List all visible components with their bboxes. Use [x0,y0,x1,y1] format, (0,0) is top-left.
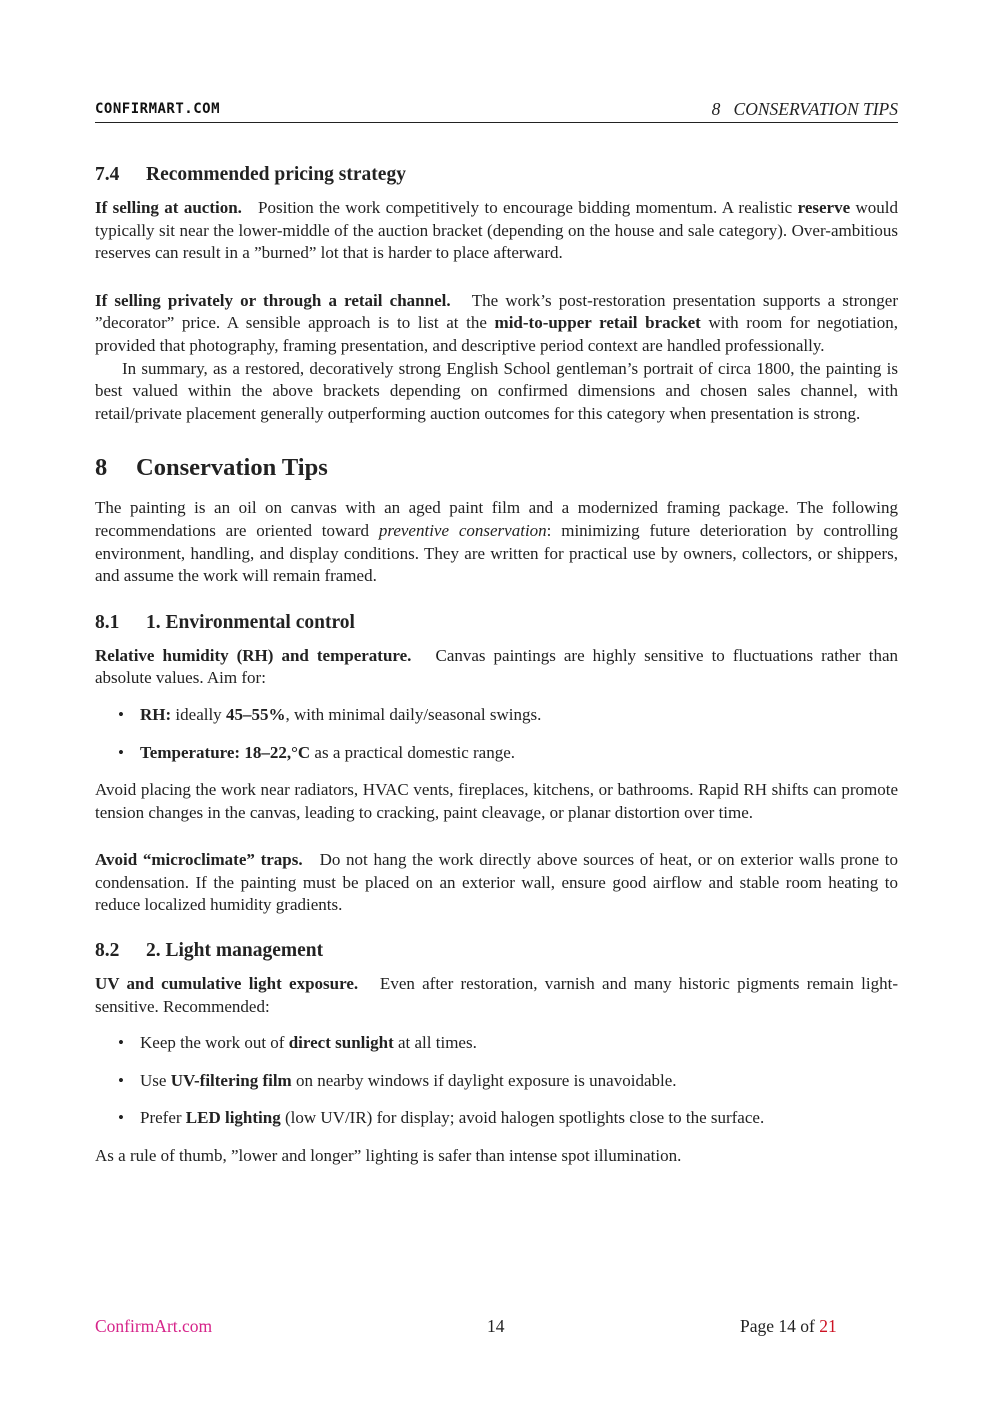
italic-text: preventive conservation [378,520,547,540]
main-content [95,163,898,1168]
section-title: Recommended pricing strategy [146,164,406,185]
bold-text: reserve [797,198,851,217]
section-8-heading [95,453,898,483]
bullet-icon: • [118,1108,124,1128]
running-header [95,100,898,123]
site-logo: CONFIRMART.COM [95,101,221,117]
environment-list [95,704,898,764]
bullet-icon: • [118,704,124,724]
footer-page-of [740,1316,837,1337]
list-item [95,1032,898,1055]
text: would typically sit near the lower-middle of the auction bracket (depending on the house and sale category). Over-ambitious reserves can result in a ”burned” lot that is harder to place afterward. [95,198,899,263]
paragraph-microclimate [95,849,898,917]
section-title: 1. Environmental control [146,611,355,633]
bold-text: direct sunlight [288,1033,394,1053]
list-item [95,1070,898,1093]
running-section-title: 8 CONSERVATION TIPS [711,99,898,119]
text: with room for negotiation, provided that photography, framing presentation, and descriptive period context are handled professionally. [95,313,898,355]
section-number: 8.2 [95,940,120,962]
paragraph-lead: Avoid “microclimate” traps. [95,850,303,870]
text: Position the work competitively to encourage bidding momentum. A realistic [252,198,798,217]
text: , with minimal daily/seasonal swings. [285,704,542,724]
paragraph-auction [95,197,898,265]
section-8-2-heading [95,939,898,963]
text: Even after restoration, varnish and many historic pigments remain light-sensitive. Recommended: [95,974,899,1016]
page-of-label: Page 14 of [740,1316,820,1336]
paragraph-uv-light [95,973,898,1018]
paragraph-humidity [95,645,898,690]
text: Keep the work out of [140,1033,289,1053]
text: at all times. [393,1033,477,1053]
paragraph-avoid-placement: Avoid placing the work near radiators, HVAC vents, fireplaces, kitchens, or bathrooms. Rapid RH shifts can promote tension changes in the canvas, leading to cracking, paint cleavage, or planar distortion over time. [95,780,898,822]
text: (low UV/IR) for display; avoid halogen spotlights close to the surface. [280,1108,765,1128]
bullet-icon: • [118,742,124,762]
total-pages-link[interactable]: 21 [819,1316,837,1336]
text: : minimizing future deterioration by controlling environment, handling, and display conditions. They are written for practical use by owners, collectors, or shippers, and assume the work will remain framed. [95,520,898,586]
bold-text: 45–55% [225,704,286,724]
list-item [95,704,898,727]
section-7-4-heading [95,163,898,187]
paragraph-lead: If selling at auction. [95,198,242,217]
paragraph-conservation-intro [95,497,898,587]
bold-text: RH: [140,704,172,724]
paragraph-lead: UV and cumulative light exposure. [95,974,359,994]
text: The work’s post-restoration presentation supports a stronger ”decorator” price. A sensible approach is to list at the [95,290,898,333]
bold-text: UV-filtering film [170,1070,292,1090]
bold-text: mid-to-upper retail bracket [494,313,701,333]
text: as a practical domestic range. [310,742,516,762]
paragraph-summary: In summary, as a restored, decoratively strong English School gentleman’s portrait of circa 1800, the painting is best valued within the above brackets depending on confirmed dimensions and chosen sales channel, with retail/private placement generally outperforming auction outcomes for this category when presentation is strong. [95,358,898,423]
section-number: 8.1 [95,611,120,633]
text: Use [140,1070,171,1090]
section-title: Conservation Tips [136,454,328,482]
bold-text: Temperature: 18–22,°C [140,742,311,762]
light-list [95,1032,898,1130]
text: Do not hang the work directly above sources of heat, or on exterior walls prone to condensation. If the painting must be placed on an exterior wall, ensure good airflow and stable room heating to reduce localized humidity gradients. [95,850,898,915]
list-item [95,1107,898,1130]
footer-site-link[interactable]: ConfirmArt.com [95,1316,213,1336]
text: on nearby windows if daylight exposure is unavoidable. [291,1070,677,1090]
bullet-icon: • [118,1033,124,1053]
section-number: 7.4 [95,164,120,185]
footer-page-number: 14 [487,1316,505,1336]
text: ideally [171,704,226,724]
list-item [95,742,898,765]
paragraph-rule-of-thumb: As a rule of thumb, ”lower and longer” lighting is safer than intense spot illumination. [95,1146,682,1166]
text: Prefer [140,1108,186,1128]
text: The painting is an oil on canvas with an aged paint film and a modernized framing package. The following recommendations are oriented toward [95,498,898,540]
page-footer [0,1316,993,1340]
bold-text: LED lighting [185,1108,281,1128]
paragraph-lead: Relative humidity (RH) and temperature. [95,645,412,665]
section-number: 8 [95,454,108,482]
text: Canvas paintings are highly sensitive to fluctuations rather than absolute values. Aim for: [95,645,898,688]
paragraph-lead: If selling privately or through a retail channel. [95,290,451,310]
section-title: 2. Light management [146,940,324,962]
bullet-icon: • [118,1070,124,1090]
paragraph-private-sale [95,290,898,358]
section-8-1-heading [95,611,898,635]
